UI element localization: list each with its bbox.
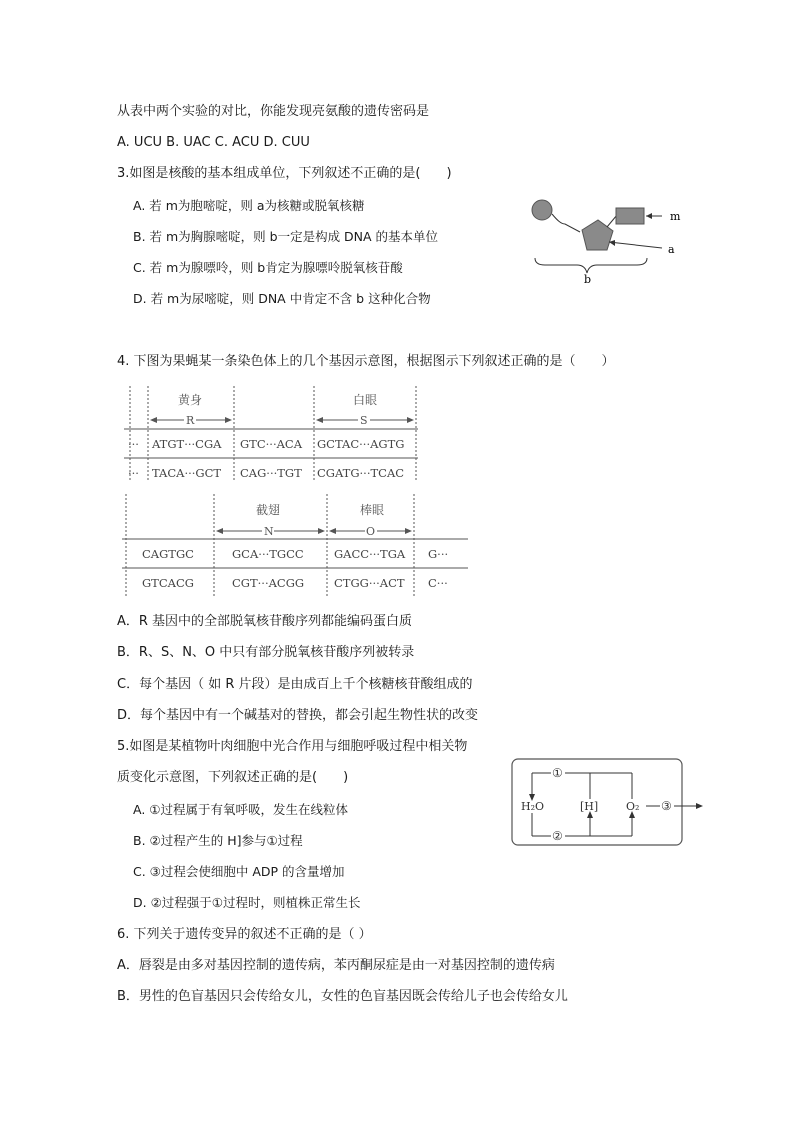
q4-option-c: C．每个基因（ 如 R 片段）是由成百上千个核糖核苷酸组成的 bbox=[117, 677, 473, 692]
svg-text:CGATG···TCAC: CGATG···TCAC bbox=[317, 466, 405, 480]
svg-text:···: ··· bbox=[128, 437, 139, 451]
q5-option-c: C. ③过程会使细胞中 ADP 的含量增加 bbox=[133, 864, 345, 879]
svg-text:②: ② bbox=[552, 829, 563, 843]
svg-text:H₂O: H₂O bbox=[521, 800, 545, 813]
q3-option-a: A. 若 m为胞嘧啶，则 a为核糖或脱氧核糖 bbox=[133, 198, 365, 213]
svg-text:CAGTGC: CAGTGC bbox=[142, 547, 194, 561]
q5-option-a: A. ①过程属于有氧呼吸，发生在线粒体 bbox=[133, 802, 348, 817]
svg-text:GTCACG: GTCACG bbox=[142, 576, 194, 590]
svg-text:···: ··· bbox=[128, 466, 139, 480]
svg-text:O₂: O₂ bbox=[626, 800, 640, 813]
svg-text:③: ③ bbox=[661, 799, 672, 813]
q6-stem: 6. 下列关于遗传变异的叙述不正确的是（ ） bbox=[117, 927, 372, 942]
svg-text:CAG···TGT: CAG···TGT bbox=[240, 466, 302, 480]
svg-text:白眼: 白眼 bbox=[353, 393, 378, 407]
q4-option-a: A．R 基因中的全部脱氧核苷酸序列都能编码蛋白质 bbox=[117, 614, 413, 629]
svg-text:GACC···TGA: GACC···TGA bbox=[334, 547, 406, 561]
svg-text:O: O bbox=[366, 525, 376, 538]
nucleotide-diagram bbox=[525, 190, 695, 290]
q3-stem: 3.如图是核酸的基本组成单位，下列叙述不正确的是( ) bbox=[117, 166, 452, 181]
continuation-text: 从表中两个实验的对比，你能发现亮氨酸的遗传密码是 bbox=[117, 104, 430, 119]
label-a: a bbox=[668, 243, 675, 256]
q2-options: A. UCU B. UAC C. ACU D. CUU bbox=[117, 135, 310, 150]
q3-option-c: C. 若 m为腺嘌呤，则 b肯定为腺嘌呤脱氧核苷酸 bbox=[133, 260, 403, 275]
svg-text:R: R bbox=[186, 414, 195, 427]
q5-stem-cont: 质变化示意图，下列叙述正确的是( ) bbox=[117, 770, 349, 785]
svg-text:①: ① bbox=[552, 766, 563, 780]
q5-option-d: D. ②过程强于①过程时，则植株正常生长 bbox=[133, 895, 361, 910]
gene-map-diagram bbox=[120, 382, 480, 607]
svg-text:黄身: 黄身 bbox=[178, 393, 203, 407]
svg-text:TACA···GCT: TACA···GCT bbox=[152, 466, 222, 480]
svg-text:S: S bbox=[360, 414, 368, 427]
q5-stem: 5.如图是某植物叶肉细胞中光合作用与细胞呼吸过程中相关物 bbox=[117, 739, 468, 754]
q5-option-b: B. ②过程产生的 H]参与①过程 bbox=[133, 833, 303, 848]
svg-text:GTC···ACA: GTC···ACA bbox=[240, 437, 303, 451]
svg-text:CTGG···ACT: CTGG···ACT bbox=[334, 576, 405, 590]
photosynthesis-respiration-diagram bbox=[510, 757, 706, 849]
q4-option-b: B．R、S、N、O 中只有部分脱氧核苷酸序列被转录 bbox=[117, 645, 415, 660]
q6-option-b: B．男性的色盲基因只会传给女儿，女性的色盲基因既会传给儿子也会传给女儿 bbox=[117, 989, 568, 1004]
svg-text:N: N bbox=[264, 525, 274, 538]
q3-option-d: D. 若 m为尿嘧啶，则 DNA 中肯定不含 b 这种化合物 bbox=[133, 291, 431, 306]
svg-text:GCA···TGCC: GCA···TGCC bbox=[232, 547, 304, 561]
svg-text:GCTAC···AGTG: GCTAC···AGTG bbox=[317, 437, 405, 451]
q6-option-a: A．唇裂是由多对基因控制的遗传病，苯丙酮尿症是由一对基因控制的遗传病 bbox=[117, 958, 555, 973]
svg-text:ATGT···CGA: ATGT···CGA bbox=[152, 437, 222, 451]
svg-text:[H]: [H] bbox=[580, 800, 599, 813]
label-b: b bbox=[584, 273, 592, 286]
q4-stem: 4. 下图为果蝇某一条染色体上的几个基因示意图，根据图示下列叙述正确的是（ ） bbox=[117, 354, 615, 369]
svg-text:棒眼: 棒眼 bbox=[360, 503, 385, 517]
label-m: m bbox=[670, 210, 681, 223]
svg-text:G···: G··· bbox=[428, 547, 449, 561]
q4-option-d: D．每个基因中有一个碱基对的替换，都会引起生物性状的改变 bbox=[117, 708, 479, 723]
svg-text:C···: C··· bbox=[428, 576, 448, 590]
svg-text:CGT···ACGG: CGT···ACGG bbox=[232, 576, 305, 590]
svg-text:截翅: 截翅 bbox=[256, 503, 281, 517]
q3-option-b: B. 若 m为胸腺嘧啶，则 b一定是构成 DNA 的基本单位 bbox=[133, 229, 439, 244]
